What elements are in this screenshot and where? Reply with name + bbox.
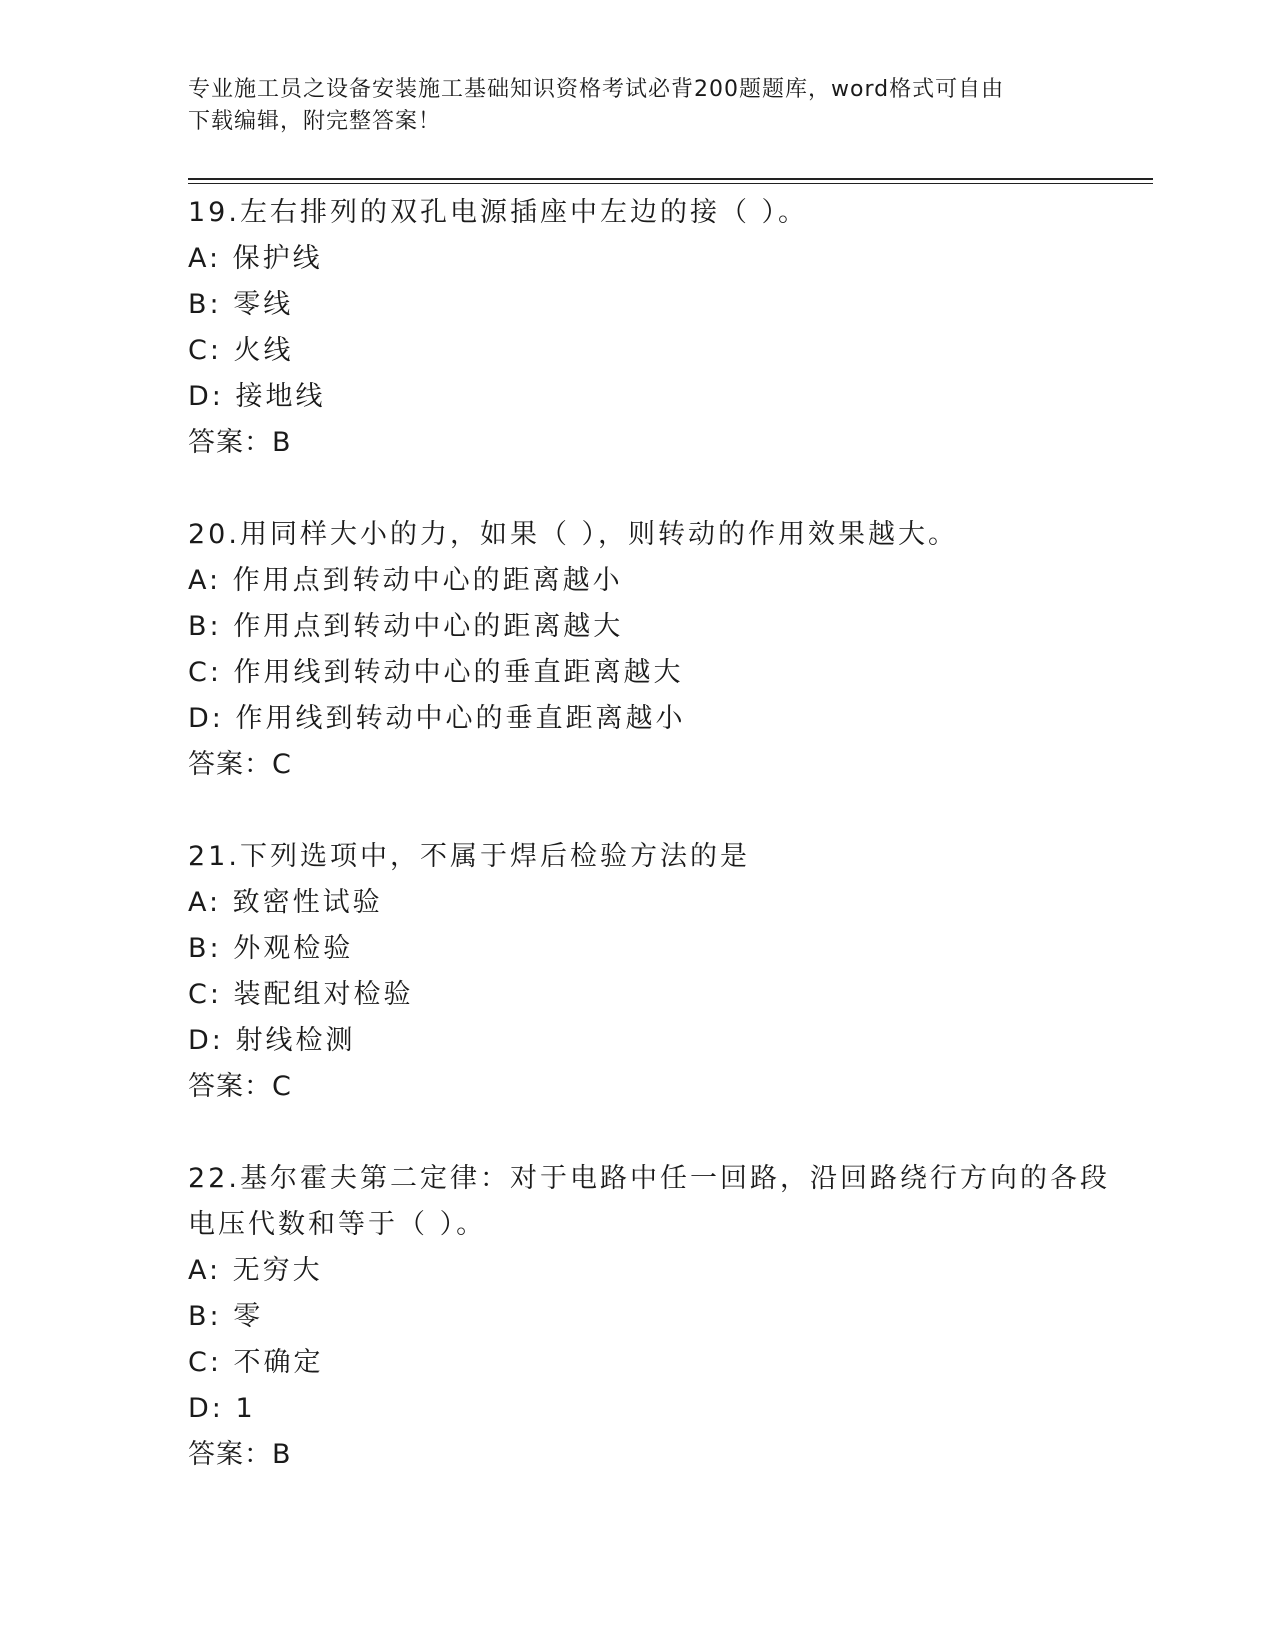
header-line-2: 下载编辑，附完整答案！ <box>188 109 442 134</box>
header-line-1: 专业施工员之设备安装施工基础知识资格考试必背200题题库，word格式可自由 <box>188 77 1005 102</box>
question-stem-line: 20.用同样大小的力，如果（ ），则转动的作用效果越大。 <box>188 519 959 550</box>
question-list <box>188 190 1128 1524</box>
answer: 答案：C <box>188 1071 292 1102</box>
document-header <box>188 74 1088 138</box>
header-divider-thick <box>188 178 1153 180</box>
option-d: D: 作用线到转动中心的垂直距离越小 <box>188 703 686 734</box>
option-b: B: 外观检验 <box>188 933 354 964</box>
option-d: D: 1 <box>188 1393 256 1424</box>
option-d: D: 接地线 <box>188 381 326 412</box>
question-stem <box>188 190 1128 236</box>
option-d: D: 射线检测 <box>188 1025 356 1056</box>
question-21 <box>188 834 1128 1110</box>
option-b: B: 零 <box>188 1301 264 1332</box>
option-a: A: 保护线 <box>188 243 323 274</box>
answer: 答案：B <box>188 427 292 458</box>
answer: 答案：C <box>188 749 292 780</box>
option-c: C: 火线 <box>188 335 294 366</box>
option-a: A: 无穷大 <box>188 1255 323 1286</box>
question-stem-line: 19.左右排列的双孔电源插座中左边的接（ ）。 <box>188 197 809 228</box>
question-22 <box>188 1156 1128 1478</box>
question-stem-line: 22.基尔霍夫第二定律：对于电路中任一回路，沿回路绕行方向的各段 <box>188 1163 1110 1194</box>
option-b: B: 作用点到转动中心的距离越大 <box>188 611 624 642</box>
answer: 答案：B <box>188 1439 292 1470</box>
header-divider-thin <box>188 183 1153 184</box>
option-a: A: 作用点到转动中心的距离越小 <box>188 565 623 596</box>
question-19 <box>188 190 1128 466</box>
option-c: C: 不确定 <box>188 1347 324 1378</box>
question-stem <box>188 834 1128 880</box>
question-stem-line: 电压代数和等于（ ）。 <box>188 1209 487 1240</box>
question-stem <box>188 1156 1128 1248</box>
option-c: C: 装配组对检验 <box>188 979 414 1010</box>
option-c: C: 作用线到转动中心的垂直距离越大 <box>188 657 684 688</box>
question-20 <box>188 512 1128 788</box>
question-stem-line: 21.下列选项中，不属于焊后检验方法的是 <box>188 841 750 872</box>
option-b: B: 零线 <box>188 289 294 320</box>
option-a: A: 致密性试验 <box>188 887 383 918</box>
question-stem <box>188 512 1128 558</box>
